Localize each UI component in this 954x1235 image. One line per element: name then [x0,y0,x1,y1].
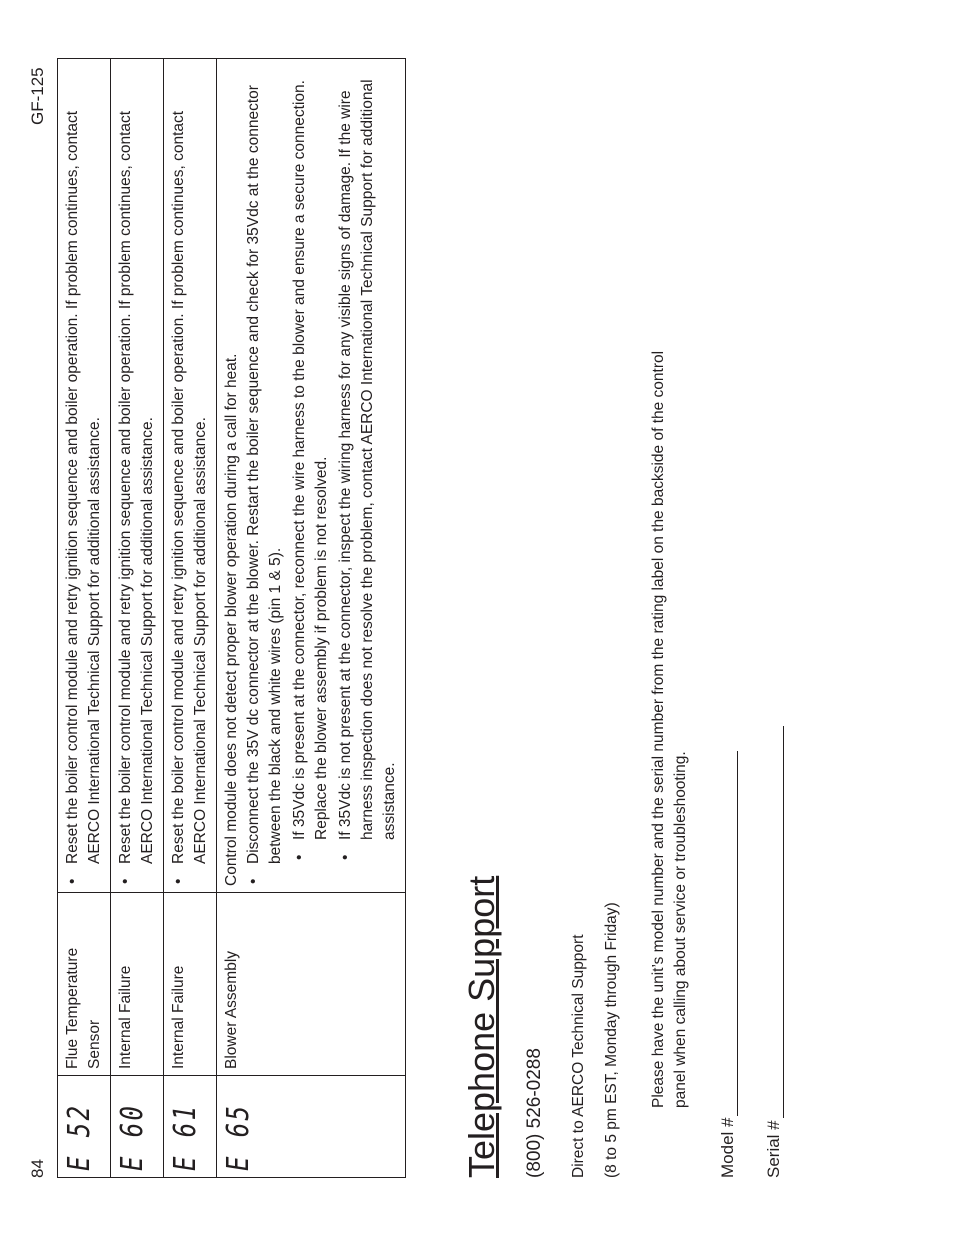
table-row [164,59,217,1178]
remedy-cell [164,59,217,893]
serial-write-line [767,726,784,1118]
error-code-cell [217,1076,406,1178]
remedy-lead: Control module does not detect proper blower operation during a call for heat. [223,353,240,886]
table-row [217,59,406,1178]
cause-cell: Blower Assembly [217,893,406,1076]
calling-note: Please have the unit’s model number and the serial number from the rating label on the backside of the control panel when calling about service or troubleshooting. [650,350,689,1108]
serial-label: Serial # [764,1120,783,1178]
remedy-sub-bullet: • If 35Vdc is not present at the connector, inspect the wiring harness for any visible signs of damage. If the wire harness inspection does not resolve the problem, contact AERCO International Technical Support for additional assistance. [335,65,401,840]
error-code: E 65 [221,1103,256,1171]
model-number-field [718,58,738,1178]
remedy-cell [111,59,164,893]
cause-cell: Flue Temperature Sensor [58,893,111,1076]
error-code-cell [58,1076,111,1178]
error-code: E 61 [168,1103,203,1171]
remedy-bullet-text: Disconnect the 35V dc connector at the blower. Restart the boiler sequence and check for 35Vdc at the connector between the black and white wires (pin 1 & 5). [245,85,284,864]
table-row [111,59,164,1178]
phone-number: (800) 526-0288 [524,1048,545,1178]
error-code-cell [111,1076,164,1178]
remedy-bullet: • Reset the boiler control module and retry ignition sequence and boiler operation. If problem continues, contact AERCO International Technical Support for additional assistance. [168,65,212,864]
section-title: Telephone Support [461,875,502,1178]
error-code-table [57,58,406,1178]
serial-number-field [764,58,784,1178]
document-code: GF-125 [28,67,47,125]
cause-cell: Internal Failure [164,893,217,1076]
error-code: E 52 [62,1103,97,1171]
table-row [58,59,111,1178]
error-code: E 60 [115,1103,150,1171]
remedy-cell [58,59,111,893]
page-number: 84 [28,1159,47,1178]
remedy-bullet [243,65,401,864]
model-write-line [721,751,738,1116]
remedy-cell [217,59,406,893]
support-hours: (8 to 5 pm EST, Monday through Friday) [603,902,620,1178]
remedy-sub-bullet: • If 35Vdc is present at the connector, reconnect the wire harness to the blower and ensure a secure connection. Replace the blower assembly if problem is not resolved. [289,65,333,840]
support-info [562,58,628,1178]
model-label: Model # [718,1117,737,1178]
cause-cell: Internal Failure [111,893,164,1076]
error-code-cell [164,1076,217,1178]
remedy-bullet: • Reset the boiler control module and retry ignition sequence and boiler operation. If problem continues, contact AERCO International Technical Support for additional assistance. [62,65,106,864]
telephone-support-section [460,58,784,1178]
remedy-bullet: • Reset the boiler control module and retry ignition sequence and boiler operation. If problem continues, contact AERCO International Technical Support for additional assistance. [115,65,159,864]
direct-line: Direct to AERCO Technical Support [570,934,587,1178]
